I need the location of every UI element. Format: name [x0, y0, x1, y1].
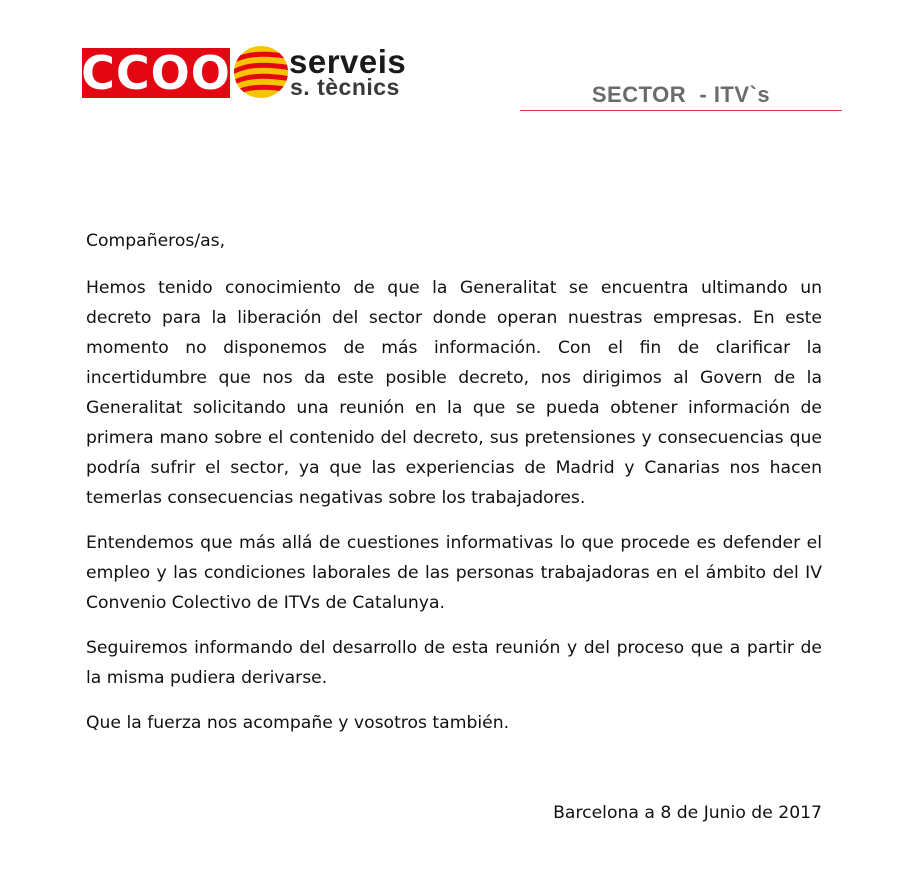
salutation: Compañeros/as, [86, 231, 226, 251]
paragraph-closing: Que la fuerza nos acompañe y vosotros también. [86, 713, 510, 733]
ccoo-logo-text: CCOO [81, 46, 231, 100]
ccoo-serveis-logo [82, 44, 422, 104]
sector-title-underline [520, 110, 842, 111]
senyera-flag-icon [232, 44, 290, 100]
paragraph-employment-defense: Entendemos que más allá de cuestiones informativas lo que procede es defender el empleo y las condiciones laborales de las personas trabajadoras en el ámbito del IV Convenio Colectivo de ITVs de Catalunya. [86, 533, 822, 613]
logo-tecnics-text: s. tècnics [290, 74, 400, 100]
paragraph-follow-up: Seguiremos informando del desarrollo de esta reunión y del proceso que a partir de la misma pudiera derivarse. [86, 638, 822, 688]
place-and-date: Barcelona a 8 de Junio de 2017 [553, 803, 822, 823]
sector-title: SECTOR - ITV`s [591, 82, 771, 107]
letter-body [86, 226, 822, 753]
paragraph-decree-info: Hemos tenido conocimiento de que la Generalitat se encuentra ultimando un decreto para la liberación del sector donde operan nuestras empresas. En este momento no disponemos de más información. Con el fin de clarificar la incertidumbre que nos da este posible decreto, nos dirigimos al Govern de la Generalitat solicitando una reunión en la que se pueda obtener información de primera mano sobre el contenido del decreto, sus pretensiones y consecuencias que podría sufrir el sector, ya que las experiencias de Madrid y Canarias nos hacen temerlas consecuencias negativas sobre los trabajadores. [86, 278, 822, 508]
ccoo-logo-block [82, 48, 230, 98]
logo-serveis-text: serveis [289, 43, 407, 80]
